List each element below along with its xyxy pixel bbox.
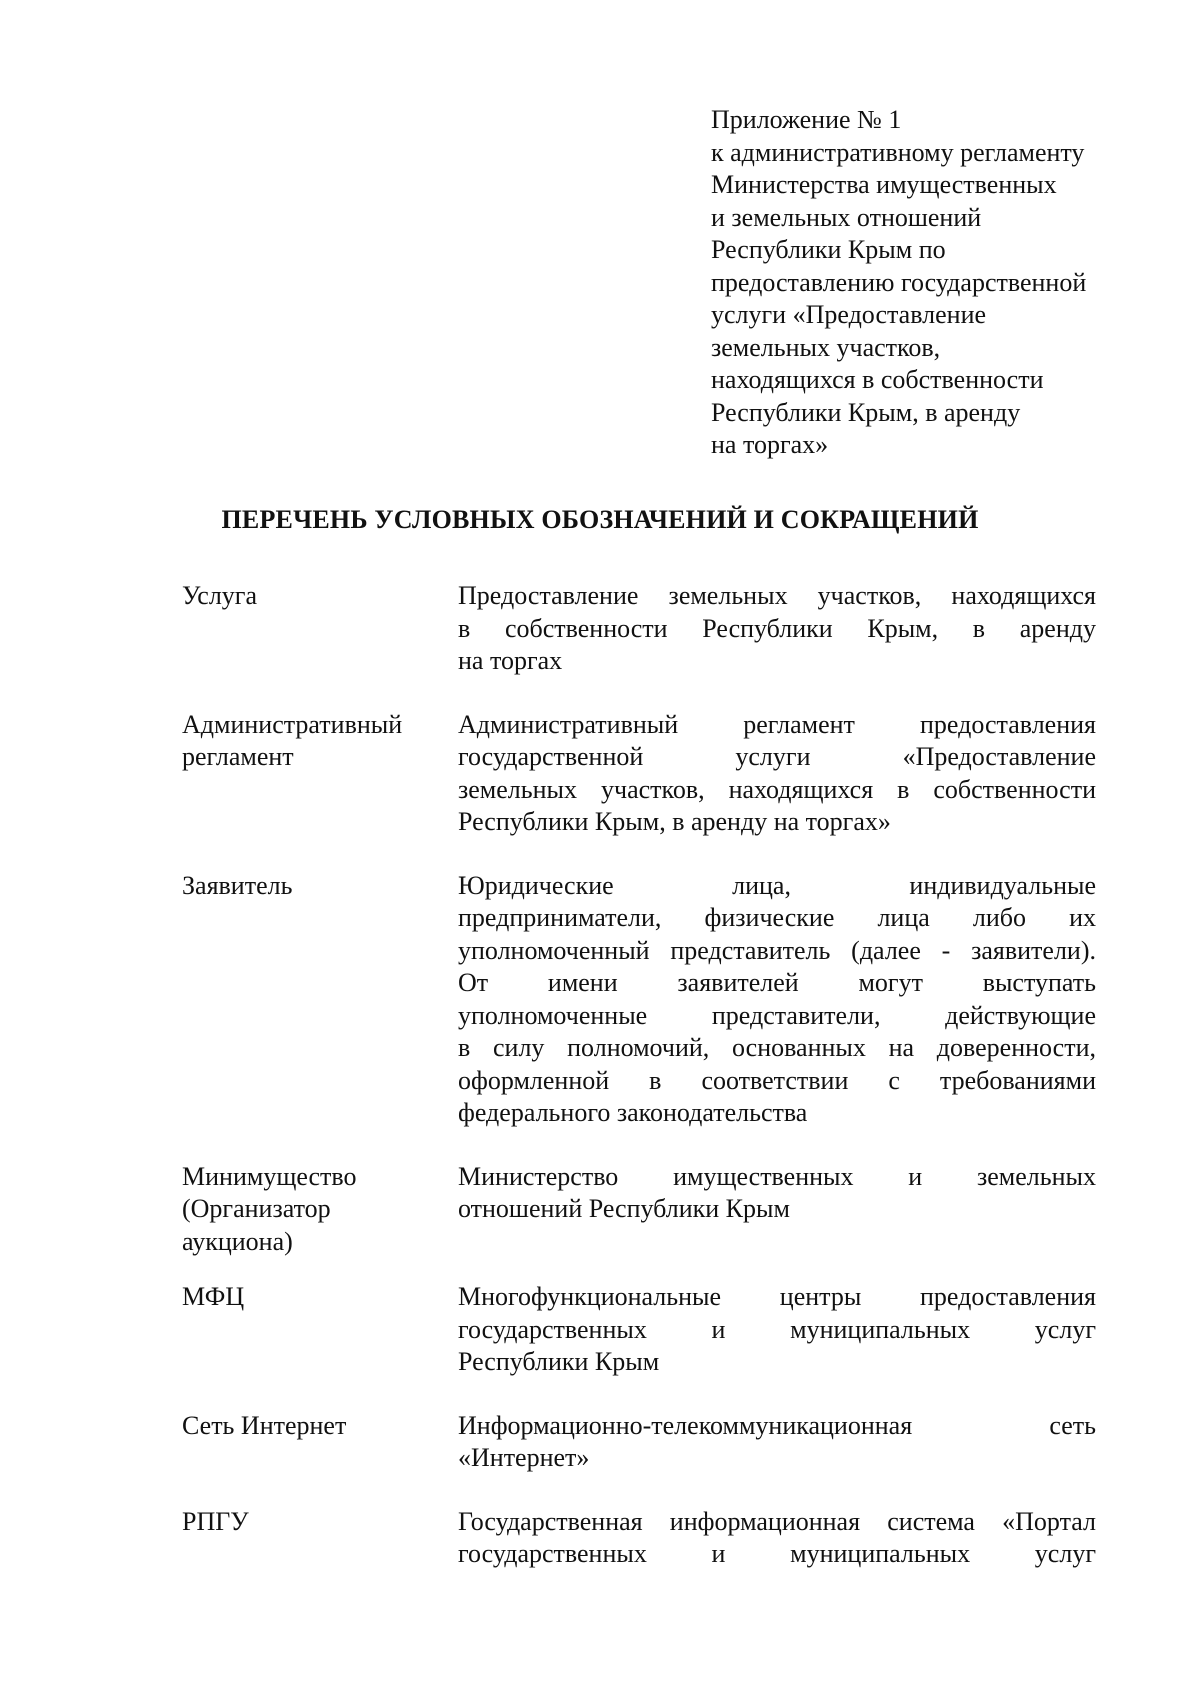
definition-line: уполномоченные представители, действующие [458,1000,1096,1030]
definition-line: государственных и муниципальных услуг [458,1314,1096,1344]
definition-line: в силу полномочий, основанных на доверенности, [458,1033,1096,1062]
appendix-line: услуги «Предоставление [711,300,987,329]
abbreviation-list [182,580,1096,1571]
appendix-line: к административному регламенту [711,137,1085,167]
appendix-line: находящихся в собственности [711,365,1044,394]
abbreviation-row [182,1281,1096,1379]
definition-line: уполномоченный представитель (далее - заявители). [458,935,1096,965]
term-line: МФЦ [182,1282,245,1311]
definition-line: Республики Крым [458,1347,660,1376]
abbreviation-row [182,580,1096,678]
definition-line: государственных и муниципальных услуг [458,1539,1096,1568]
definition-line: на торгах [458,646,563,675]
appendix-line: и земельных отношений [711,202,982,232]
definition-line: Многофункциональные центры предоставления [458,1282,1096,1311]
document-title: ПЕРЕЧЕНЬ УСЛОВНЫХ ОБОЗНАЧЕНИЙ И СОКРАЩЕНИЙ [221,505,979,534]
appendix-line: земельных участков, [711,332,941,362]
term-line: регламент [182,742,294,771]
abbreviation-row [182,1161,1096,1259]
definition-line: Предоставление земельных участков, находящихся [458,581,1096,610]
appendix-line: Министерства имущественных [711,170,1057,199]
definition-line: отношений Республики Крым [458,1194,790,1223]
abbreviation-term [182,709,458,774]
appendix-line: на торгах» [711,430,829,459]
definition-line: Республики Крым, в аренду на торгах» [458,807,891,836]
term-line: Услуга [182,581,258,610]
abbreviation-definition [458,1410,1096,1475]
term-line: Административный [182,709,403,739]
abbreviation-term [182,1161,458,1259]
definition-line: Административный регламент предоставления [458,709,1096,739]
definition-line: в собственности Республики Крым, в аренду [458,613,1096,643]
definition-line: федерального законодательства [458,1098,808,1127]
abbreviation-definition [458,709,1096,839]
definition-line: Юридические лица, индивидуальные [458,870,1096,900]
appendix-line: предоставлению государственной [711,267,1087,297]
definition-line: «Интернет» [458,1443,590,1472]
abbreviation-term [182,1281,458,1314]
definition-line: Государственная информационная система «Портал [458,1506,1096,1536]
term-line: Сеть Интернет [182,1410,347,1440]
abbreviation-term [182,1410,458,1443]
definition-line: предприниматели, физические лица либо их [458,903,1096,932]
appendix-line: Республики Крым по [711,235,946,264]
term-line: (Организатор [182,1194,331,1223]
term-line: Заявитель [182,870,293,900]
abbreviation-term [182,1506,458,1539]
term-line: Минимущество [182,1161,357,1191]
abbreviation-definition [458,1161,1096,1226]
definition-line: оформленной в соответствии с требованиями [458,1065,1096,1095]
term-line: аукциона) [182,1226,293,1256]
definition-line: От имени заявителей могут выступать [458,968,1096,997]
definition-line: земельных участков, находящихся в собственности [458,774,1096,804]
abbreviation-term [182,580,458,613]
abbreviation-row [182,1410,1096,1475]
appendix-block [711,104,1171,462]
abbreviation-row [182,870,1096,1130]
abbreviation-term [182,870,458,903]
abbreviation-row [182,1506,1096,1571]
abbreviation-row [182,709,1096,839]
abbreviation-definition [458,870,1096,1130]
abbreviation-definition [458,580,1096,678]
definition-line: государственной услуги «Предоставление [458,742,1096,771]
appendix-line: Республики Крым, в аренду [711,397,1021,427]
definition-line: Информационно-телекоммуникационная сеть [458,1410,1096,1440]
appendix-line: Приложение № 1 [711,105,902,134]
definition-line: Министерство имущественных и земельных [458,1161,1096,1191]
abbreviation-definition [458,1506,1096,1571]
term-line: РПГУ [182,1506,249,1536]
abbreviation-definition [458,1281,1096,1379]
